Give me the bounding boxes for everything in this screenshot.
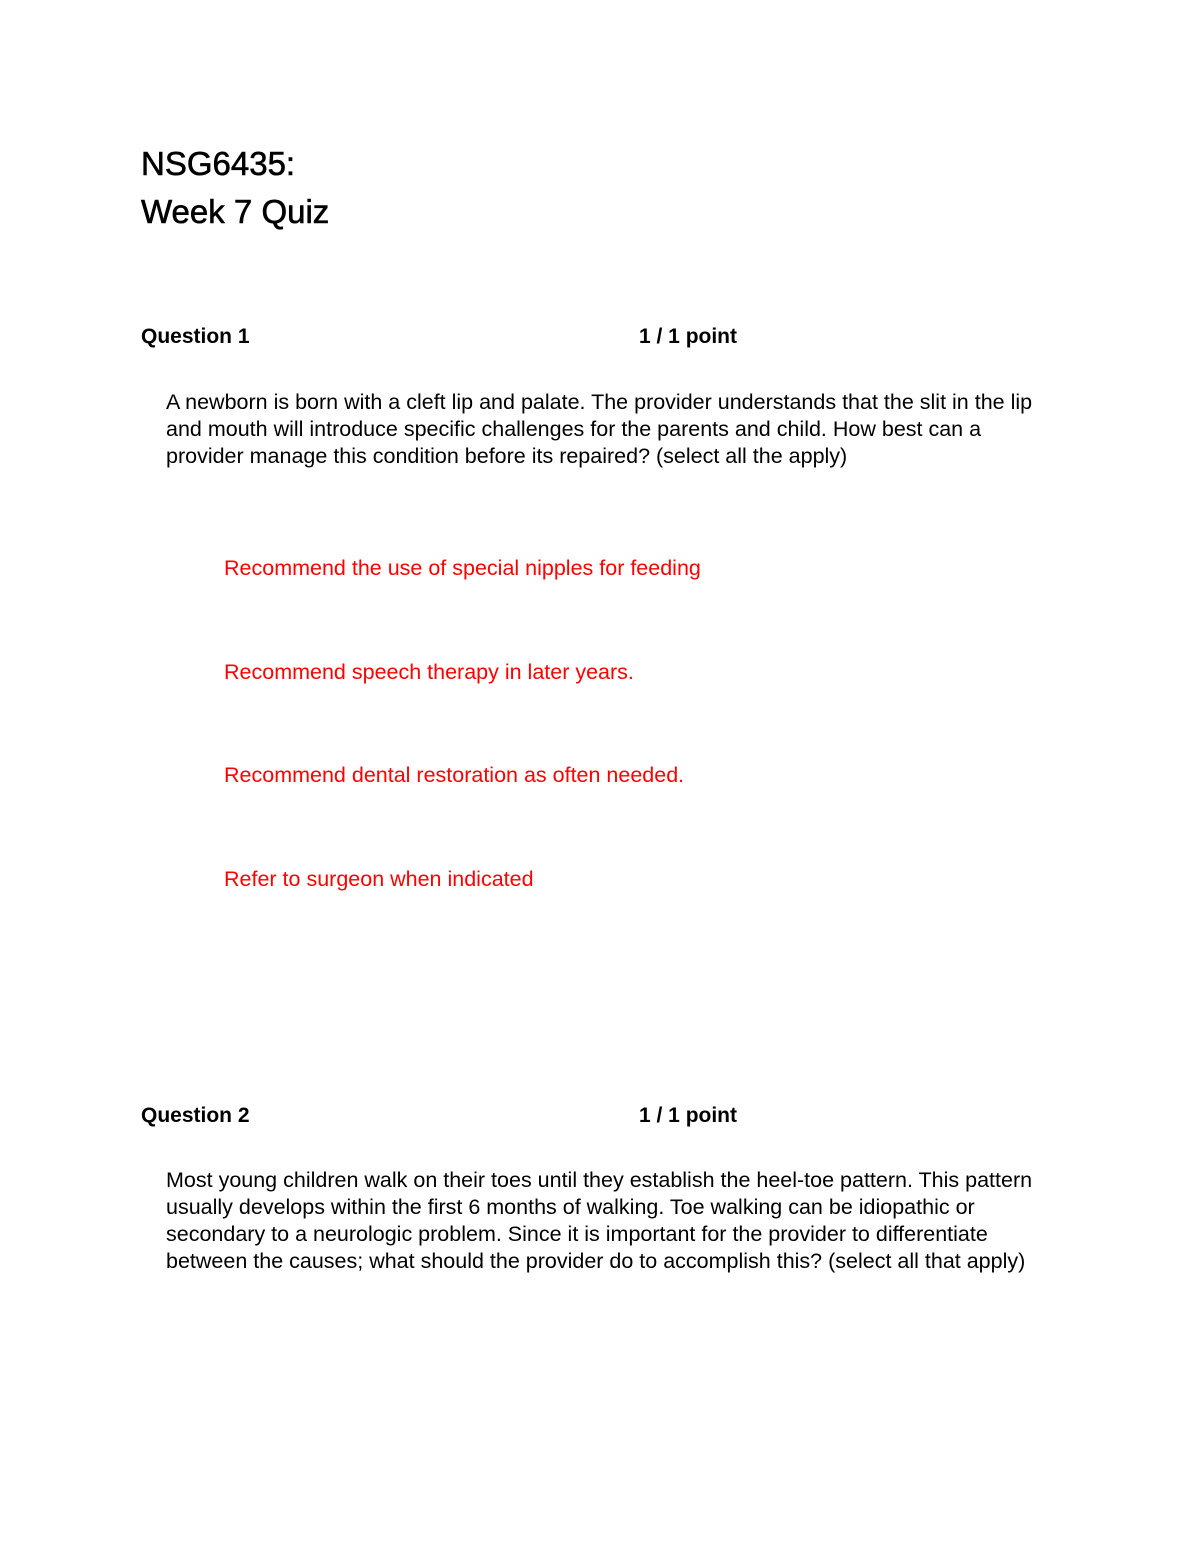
question-1-text: A newborn is born with a cleft lip and palate. The provider understands that the slit in the lip and mouth will introduce specific challenges for the parents and child. How best can a provider manage this condition before its repaired? (select all the apply) (166, 390, 1033, 468)
quiz-title: Week 7 Quiz (141, 193, 330, 230)
answer-option: Recommend dental restoration as often needed. (224, 763, 685, 787)
answer-option: Refer to surgeon when indicated (224, 867, 534, 891)
document-title (141, 140, 329, 236)
question-points: 1 / 1 point (639, 325, 738, 348)
course-code: NSG6435: (141, 145, 296, 182)
question-label: Question 2 (141, 1104, 250, 1127)
question-points: 1 / 1 point (639, 1104, 738, 1127)
question-label: Question 1 (141, 325, 250, 348)
question-2-text: Most young children walk on their toes until they establish the heel-toe pattern. This pattern usually develops within the first 6 months of walking. Toe walking can be idiopathic or secondary to a neurologic problem. Since it is important for the provider to differentiate between the causes; what should the provider do to accomplish this? (select all that apply) (166, 1168, 1033, 1273)
answer-option: Recommend speech therapy in later years. (224, 660, 634, 684)
answer-option: Recommend the use of special nipples for feeding (224, 556, 701, 580)
